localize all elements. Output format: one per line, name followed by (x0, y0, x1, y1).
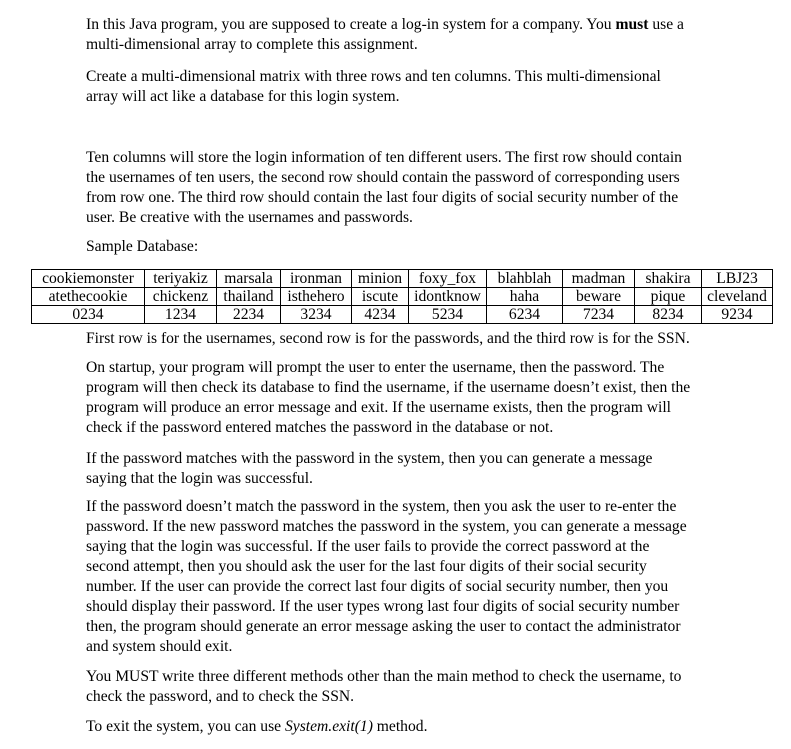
username-cell: foxy_fox (409, 270, 487, 288)
mismatch-line: second attempt, then you should ask the user for the last four digits of their social security (86, 558, 647, 575)
intro-line-1: In this Java program, you are supposed to create a log-in system for a company. You must use a (86, 16, 684, 33)
columns-line: Ten columns will store the login information of ten different users. The first row should contain (86, 149, 682, 166)
sample-database-table (31, 269, 773, 324)
startup-line: check if the password entered matches the password in the database or not. (86, 419, 554, 436)
columns-line: the usernames of ten users, the second row should contain the password of corresponding users (86, 169, 680, 186)
password-cell: atethecookie (32, 288, 145, 306)
mismatch-line: password. If the new password matches the password in the system, you can generate a message (86, 518, 687, 535)
ssn-cell: 0234 (32, 306, 145, 324)
password-cell: beware (563, 288, 635, 306)
matrix-line: array will act like a database for this login system. (86, 88, 400, 105)
columns-line: user. Be creative with the usernames and passwords. (86, 209, 413, 226)
password-cell: thailand (217, 288, 281, 306)
match-paragraph (86, 449, 726, 489)
methods-line: check the password, and to check the SSN. (86, 688, 355, 705)
ssn-cell: 9234 (702, 306, 773, 324)
mismatch-line: should display their password. If the user types wrong last four digits of social security number (86, 598, 680, 615)
usernames-row (32, 270, 773, 288)
password-cell: iscute (352, 288, 409, 306)
mismatch-line: saying that the login was successful. If the user fails to provide the correct password at the (86, 538, 650, 555)
startup-line: program will then check its database to find the username, if the username doesn’t exist, then the (86, 379, 691, 396)
username-cell: shakira (635, 270, 702, 288)
intro-paragraph (86, 15, 726, 55)
match-line: saying that the login was successful. (86, 470, 313, 487)
matrix-paragraph (86, 67, 726, 107)
username-cell: madman (563, 270, 635, 288)
password-cell: idontknow (409, 288, 487, 306)
ssn-cell: 5234 (409, 306, 487, 324)
ssn-cell: 3234 (281, 306, 352, 324)
username-cell: blahblah (487, 270, 563, 288)
passwords-row (32, 288, 773, 306)
mismatch-line: then, the program should generate an error message asking the user to contact the administrator (86, 618, 681, 635)
columns-paragraph (86, 148, 726, 228)
ssn-cell: 6234 (487, 306, 563, 324)
startup-line: program will produce an error message and exit. If the username exists, then the program will (86, 399, 672, 416)
mismatch-line: If the password doesn’t match the password in the system, then you ask the user to re-enter the (86, 498, 677, 515)
mismatch-line: number. If the user can provide the correct last four digits of social security number, then you (86, 578, 669, 595)
ssn-row (32, 306, 773, 324)
username-cell: marsala (217, 270, 281, 288)
intro-line-2: multi-dimensional array to complete this assignment. (86, 36, 418, 53)
password-cell: chickenz (145, 288, 217, 306)
table-caption: First row is for the usernames, second row is for the passwords, and the third row is for the SSN. (86, 330, 690, 347)
username-cell: minion (352, 270, 409, 288)
password-cell: haha (487, 288, 563, 306)
mismatch-paragraph (86, 497, 726, 657)
columns-line: from row one. The third row should contain the last four digits of social security number of the (86, 189, 679, 206)
ssn-cell: 7234 (563, 306, 635, 324)
password-cell: cleveland (702, 288, 773, 306)
username-cell: ironman (281, 270, 352, 288)
password-cell: pique (635, 288, 702, 306)
startup-line: On startup, your program will prompt the user to enter the username, then the password. The (86, 359, 665, 376)
startup-paragraph (86, 358, 726, 438)
match-line: If the password matches with the password in the system, then you can generate a message (86, 450, 653, 467)
mismatch-line: and system should exit. (86, 638, 233, 655)
ssn-cell: 8234 (635, 306, 702, 324)
methods-line: You MUST write three different methods other than the main method to check the username, to (86, 668, 682, 685)
username-cell: cookiemonster (32, 270, 145, 288)
username-cell: LBJ23 (702, 270, 773, 288)
ssn-cell: 4234 (352, 306, 409, 324)
username-cell: teriyakiz (145, 270, 217, 288)
system-exit-code: System.exit(1) (285, 718, 373, 735)
password-cell: isthehero (281, 288, 352, 306)
matrix-line: Create a multi-dimensional matrix with three rows and ten columns. This multi-dimensional (86, 68, 661, 85)
sample-database-label: Sample Database: (86, 238, 199, 255)
ssn-cell: 2234 (217, 306, 281, 324)
methods-paragraph (86, 667, 726, 707)
ssn-cell: 1234 (145, 306, 217, 324)
exit-paragraph: To exit the system, you can use System.exit(1) method. (86, 718, 428, 735)
must-emphasis: must (615, 16, 649, 33)
